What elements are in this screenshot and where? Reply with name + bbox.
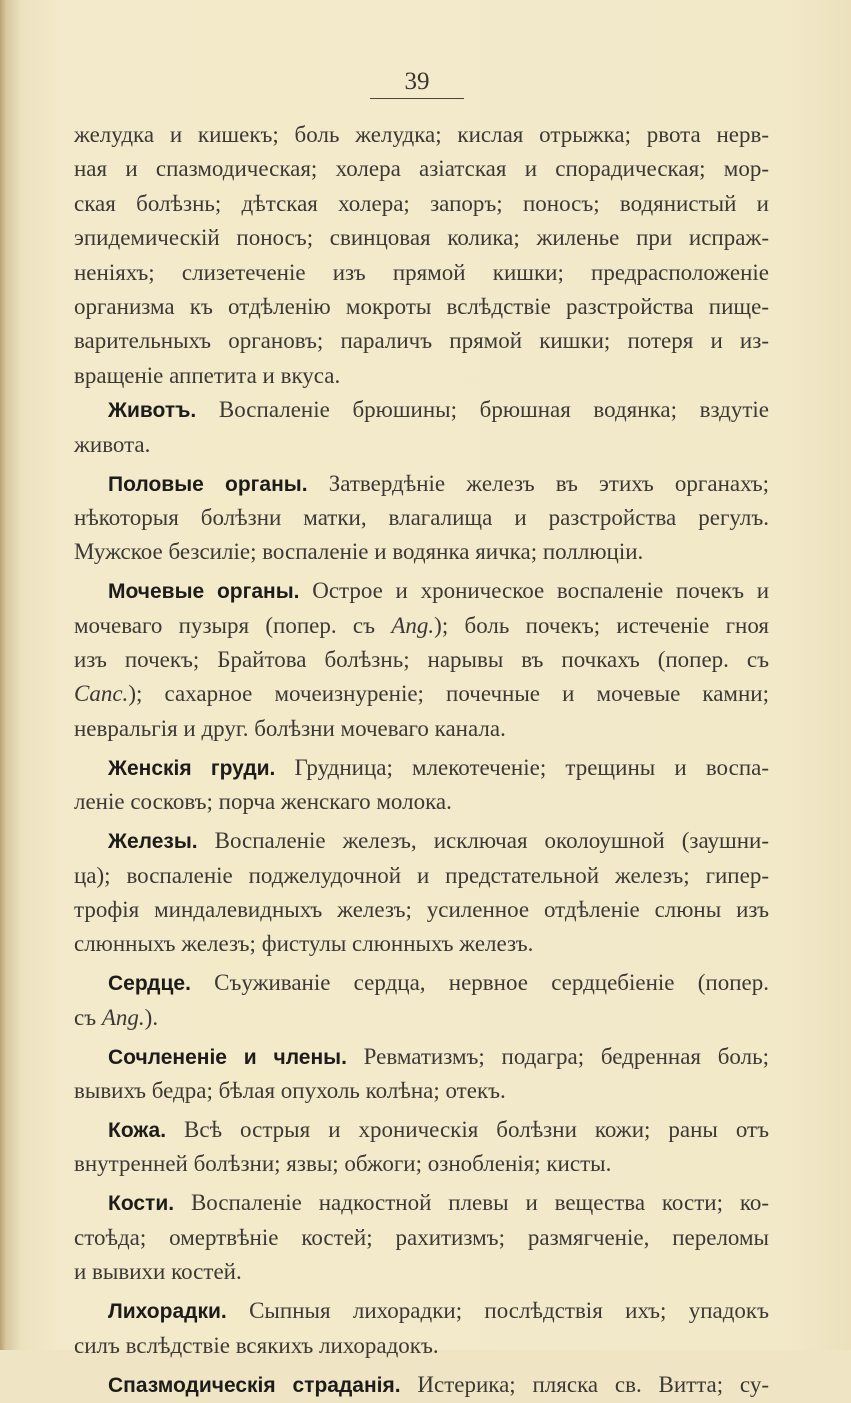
page-number-rule — [370, 98, 464, 99]
text-line — [74, 712, 769, 746]
text-line — [74, 467, 769, 501]
text-run: силъ вслѣдствіе всякихъ лихорадокъ. — [74, 1332, 439, 1358]
text-line — [74, 751, 769, 785]
text-run: Ревматизмъ; подагра; бедренная боль; — [346, 1043, 769, 1069]
body-text — [74, 118, 769, 1402]
paragraph — [74, 1368, 769, 1402]
text-line — [74, 359, 769, 393]
paragraph — [74, 1040, 769, 1109]
text-run: съ — [74, 1004, 102, 1030]
paragraph — [74, 1186, 769, 1289]
section-heading: Мочевые органы. — [108, 580, 300, 604]
text-run: ная и спазмодическая; холера азіатская и спорадическая; мор- — [74, 156, 769, 182]
paragraph — [74, 1294, 769, 1363]
text-line — [74, 152, 769, 186]
text-line — [74, 609, 769, 643]
text-run: трофія миндалевидныхъ железъ; усиленное отдѣленіе слюны изъ — [74, 896, 769, 922]
text-line — [74, 1186, 769, 1220]
text-run: нѣкоторыя болѣзни матки, влагалища и разстройства регулъ. — [74, 504, 769, 530]
text-line — [74, 393, 769, 427]
text-run: слюнныхъ железъ; фистулы слюнныхъ железъ. — [74, 931, 534, 957]
text-run: живота. — [74, 431, 151, 457]
text-line — [74, 118, 769, 152]
text-line — [74, 1147, 769, 1181]
text-run: Воспаленіе железъ, исключая околоушной (заушни- — [197, 828, 769, 854]
text-run: Острое и хроническое воспаленіе почекъ и — [299, 578, 770, 604]
text-run: организма къ отдѣленію мокроты вслѣдствіе разстройства пище- — [74, 293, 769, 319]
text-line — [74, 256, 769, 290]
text-line — [74, 859, 769, 893]
section-heading: Лихорадки. — [108, 1300, 227, 1324]
text-run: и вывихи костей. — [74, 1259, 242, 1285]
text-line — [74, 1329, 769, 1363]
text-run: эпидемическій поносъ; свинцовая колика; жиленье при испраж- — [74, 225, 769, 251]
text-line — [74, 966, 769, 1000]
text-line — [74, 1040, 769, 1074]
page-number: 39 — [404, 68, 430, 95]
text-run: изъ почекъ; Брайтова болѣзнь; нарывы въ почкахъ (попер. съ — [74, 647, 769, 673]
text-line — [74, 927, 769, 961]
text-run: Мужское безсиліе; воспаленіе и водянка яичка; поллюціи. — [74, 539, 644, 565]
text-run: леніе сосковъ; порча женскаго молока. — [74, 789, 452, 815]
text-run: Затвердѣніе железъ въ этихъ органахъ; — [307, 470, 770, 496]
paragraph — [74, 1113, 769, 1182]
text-line — [74, 1255, 769, 1289]
text-run: Воспаленіе брюшины; брюшная водянка; вздутіе — [196, 397, 769, 423]
text-line — [74, 785, 769, 819]
text-line — [74, 1001, 769, 1035]
text-run: ); сахарное мочеизнуреніе; почечные и мочевые камни; — [128, 681, 769, 707]
text-line — [74, 1113, 769, 1147]
text-run: неніяхъ; слизетеченіе изъ прямой кишки; предрасположеніе — [74, 259, 769, 285]
text-line — [74, 574, 769, 608]
text-run: Воспаленіе надкостной плевы и вещества кости; ко- — [174, 1190, 769, 1216]
text-line — [74, 1368, 769, 1402]
text-line — [74, 535, 769, 569]
text-run: ); боль почекъ; истеченіе гноя — [434, 612, 769, 638]
text-line — [74, 324, 769, 358]
section-heading: Сердце. — [108, 972, 191, 996]
text-run: варительныхъ органовъ; параличъ прямой кишки; потеря и из- — [74, 328, 769, 354]
text-line — [74, 290, 769, 324]
section-heading: Половые органы. — [108, 472, 308, 496]
text-run: Сыпныя лихорадки; послѣдствія ихъ; упадокъ — [226, 1298, 769, 1324]
text-run: Грудница; млекотеченіе; трещины и воспа- — [275, 754, 769, 780]
text-line — [74, 187, 769, 221]
text-run: вывихъ бедра; бѣлая опухоль колѣна; отекъ. — [74, 1078, 506, 1104]
text-line — [74, 501, 769, 535]
text-run: ). — [144, 1004, 159, 1030]
text-line — [74, 893, 769, 927]
section-heading: Кожа. — [108, 1119, 167, 1143]
text-line — [74, 824, 769, 858]
text-run: стоѣда; омертвѣніе костей; рахитизмъ; размягченіе, переломы — [74, 1224, 769, 1250]
section-heading: Кости. — [108, 1192, 175, 1216]
section-heading: Железы. — [108, 830, 198, 854]
text-run: Съуживаніе сердца, нервное сердцебіеніе (попер. — [190, 970, 769, 996]
section-heading: Спазмодическія страданія. — [108, 1373, 401, 1397]
paragraph — [74, 393, 769, 462]
text-line — [74, 428, 769, 462]
paragraph — [74, 966, 769, 1035]
text-run: Всѣ острыя и хроническія болѣзни кожи; раны отъ — [166, 1117, 769, 1143]
paragraph — [74, 574, 769, 746]
section-heading: Сочлененіе и члены. — [108, 1045, 347, 1069]
text-run: мочеваго пузыря (попер. съ — [74, 612, 392, 638]
text-run: Истерика; пляска св. Витта; су- — [400, 1371, 769, 1397]
remedy-abbreviation: Ang. — [391, 612, 435, 638]
text-line — [74, 1294, 769, 1328]
text-line — [74, 1221, 769, 1255]
paragraph — [74, 467, 769, 570]
text-line — [74, 643, 769, 677]
text-run: желудка и кишекъ; боль желудка; кислая отрыжка; рвота нерв- — [74, 122, 769, 147]
paragraph — [74, 751, 769, 820]
paragraph — [74, 118, 769, 393]
section-heading: Женскія груди. — [108, 756, 276, 780]
text-run: внутренней болѣзни; язвы; обжоги; ознобленія; кисты. — [74, 1151, 612, 1177]
text-run: ца); воспаленіе поджелудочной и предстательной железъ; гипер- — [74, 862, 769, 888]
text-run: вращеніе аппетита и вкуса. — [74, 362, 341, 388]
remedy-abbreviation: Ang. — [101, 1004, 145, 1030]
remedy-abbreviation: Canc. — [74, 681, 129, 707]
text-line — [74, 1074, 769, 1108]
section-heading: Животъ. — [108, 399, 197, 423]
text-run: невральгія и друг. болѣзни мочеваго канала. — [74, 715, 506, 741]
paragraph — [74, 824, 769, 962]
text-line — [74, 677, 769, 711]
text-run: ская болѣзнь; дѣтская холера; запоръ; поносъ; водянистый и — [74, 190, 769, 216]
text-line — [74, 221, 769, 255]
